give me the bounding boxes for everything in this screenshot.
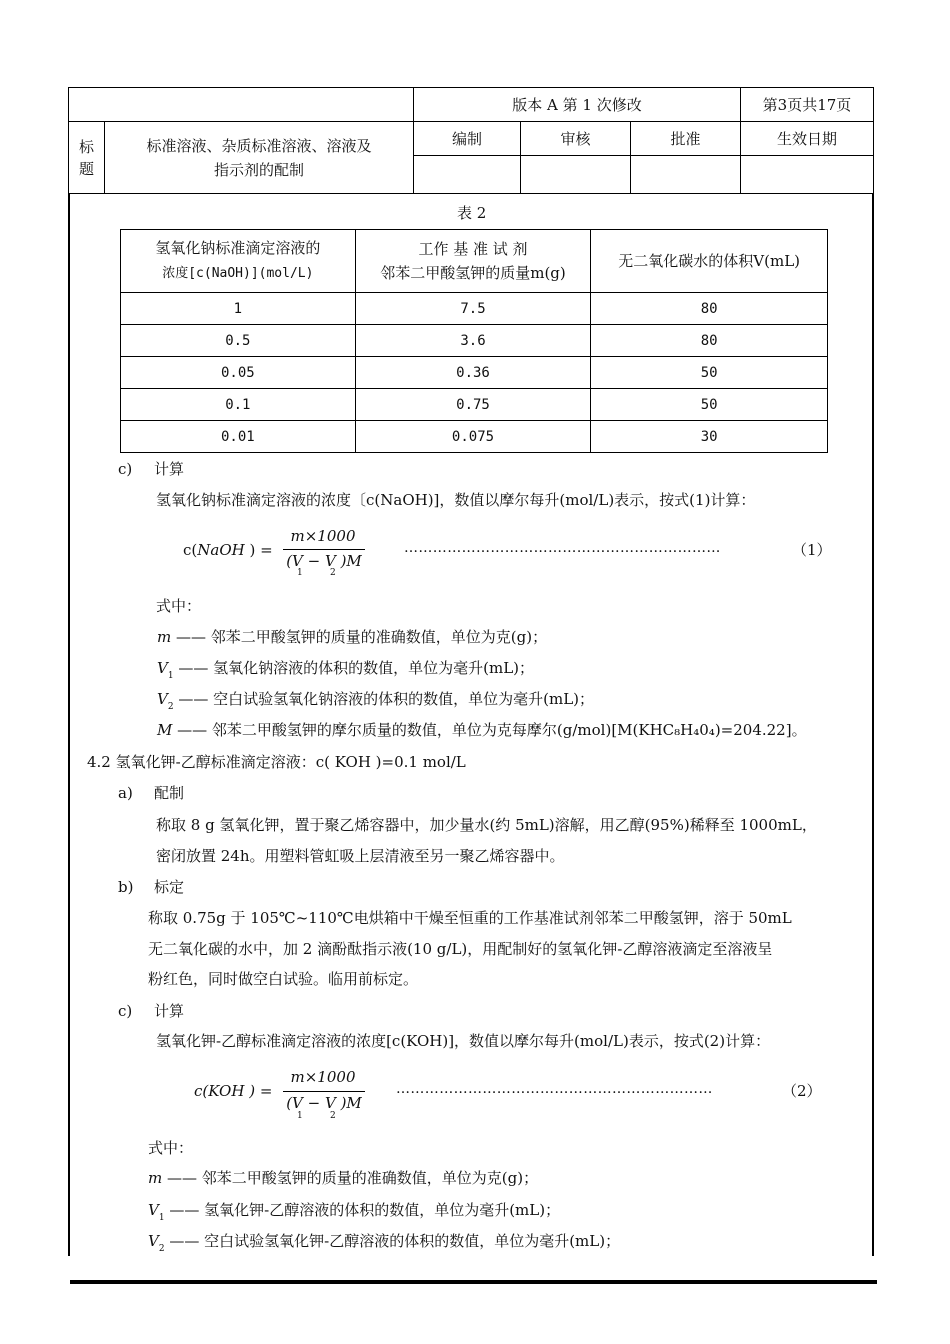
title-label-char: 题 bbox=[78, 160, 94, 178]
document-title-line: 指示剂的配制 bbox=[213, 161, 304, 179]
formula-denominator: (V − V )M bbox=[286, 552, 362, 570]
paragraph: 氢氧化钠标准滴定溶液的浓度〔c(NaOH)]，数值以摩尔每升(mol/L)表示，按式(1)计算： bbox=[156, 491, 756, 509]
header-divider bbox=[413, 155, 874, 156]
item-label: b) bbox=[118, 878, 134, 896]
definition-text: —— 邻苯二甲酸氢钾的摩尔质量的数值，单位为克每摩尔(g/mol)[M(KHC₈H₄0₄)=204.22]。 bbox=[177, 721, 807, 739]
document-title-line: 标准溶液、杂质标准溶液、溶液及 bbox=[146, 137, 372, 155]
formula-numerator: m×1000 bbox=[290, 1068, 356, 1086]
formula-denominator: (V − V )M bbox=[286, 1094, 362, 1112]
header-text: 氢氧化钠标准滴定溶液的 bbox=[155, 239, 321, 257]
document-title bbox=[105, 122, 413, 194]
header-text: 浓度[c(NaOH)](mol/L) bbox=[162, 266, 314, 281]
table-caption: 表 2 bbox=[457, 204, 487, 222]
subscript: 2 bbox=[330, 1111, 336, 1121]
formula-text: ) = bbox=[244, 541, 273, 559]
paragraph: 氢氧化钾-乙醇标准滴定溶液的浓度[c(KOH)]，数值以摩尔每升(mol/L)表示，按式(2)计算： bbox=[156, 1032, 771, 1050]
symbol: V bbox=[157, 690, 168, 708]
page-border-left bbox=[68, 194, 70, 1256]
formula-text: c( bbox=[183, 541, 198, 559]
symbol-subscript: 1 bbox=[167, 671, 174, 681]
header-text: 无二氧化碳水的体积V(mL) bbox=[618, 252, 801, 270]
definition-item bbox=[148, 1231, 620, 1259]
table-cell: 0.1 bbox=[121, 389, 356, 421]
subscript: 1 bbox=[297, 1111, 303, 1121]
item-label: a) bbox=[118, 784, 133, 802]
table-cell: 1 bbox=[121, 293, 356, 325]
table-cell: 0.01 bbox=[121, 421, 356, 453]
definition-text: —— 邻苯二甲酸氢钾的质量的准确数值，单位为克(g)； bbox=[167, 1169, 539, 1187]
paragraph: 密闭放置 24h。用塑料管虹吸上层清液至另一聚乙烯容器中。 bbox=[156, 847, 565, 865]
table-cell: 30 bbox=[591, 421, 828, 453]
table-header-cell bbox=[355, 230, 591, 293]
table-header-cell bbox=[121, 230, 356, 293]
table-2 bbox=[120, 229, 828, 453]
col-prepared: 编制 bbox=[451, 129, 482, 148]
definition-item bbox=[148, 1168, 538, 1188]
footer-rule bbox=[70, 1280, 877, 1284]
table-cell: 0.36 bbox=[355, 357, 591, 389]
fraction-bar bbox=[283, 549, 365, 550]
section-title: 4.2 氢氧化钾-乙醇标准滴定溶液：c( KOH )=0.1 mol/L bbox=[87, 753, 466, 771]
title-label-char: 标 bbox=[78, 138, 94, 156]
title-label bbox=[69, 122, 104, 194]
subscript: 1 bbox=[297, 568, 303, 578]
leader-dots: ………………………………………………………… bbox=[396, 1081, 713, 1097]
item-heading: 计算 bbox=[154, 460, 185, 478]
fraction-bar bbox=[283, 1091, 365, 1092]
symbol-subscript: 2 bbox=[167, 702, 174, 712]
paragraph: 粉红色，同时做空白试验。临用前标定。 bbox=[148, 970, 419, 988]
definition-item bbox=[157, 720, 807, 740]
definition-item bbox=[148, 1200, 560, 1228]
formula-text: NaOH bbox=[197, 541, 245, 559]
col-reviewed: 审核 bbox=[560, 129, 591, 148]
paragraph: 称取 8 g 氢氧化钾，置于聚乙烯容器中，加少量水(约 5mL)溶解，用乙醇(95%)稀释至 1000mL， bbox=[156, 816, 817, 834]
item-heading: 标定 bbox=[154, 878, 185, 896]
version-label: 版本 A 第 1 次修改 bbox=[512, 95, 642, 114]
table-cell: 0.5 bbox=[121, 325, 356, 357]
table-cell: 3.6 bbox=[355, 325, 591, 357]
definition-text: —— 空白试验氢氧化钠溶液的体积的数值，单位为毫升(mL)； bbox=[178, 690, 595, 708]
paragraph: 称取 0.75g 于 105℃~110℃电烘箱中干燥至恒重的工作基准试剂邻苯二甲酸氢钾，溶于 50mL bbox=[148, 909, 792, 927]
table-row bbox=[121, 293, 828, 325]
symbol: m bbox=[157, 628, 172, 646]
symbol: m bbox=[148, 1169, 163, 1187]
symbol: V bbox=[148, 1201, 159, 1219]
definition-text: —— 氢氧化钾-乙醇溶液的体积的数值，单位为毫升(mL)； bbox=[169, 1201, 561, 1219]
definition-text: —— 氢氧化钠溶液的体积的数值，单位为毫升(mL)； bbox=[178, 659, 535, 677]
table-row bbox=[121, 357, 828, 389]
definition-item bbox=[157, 658, 534, 686]
table-cell: 7.5 bbox=[355, 293, 591, 325]
symbol: V bbox=[148, 1232, 159, 1250]
paragraph: 无二氧化碳的水中，加 2 滴酚酞指示液(10 g/L)，用配制好的氢氧化钾-乙醇溶液滴定至溶液呈 bbox=[148, 940, 773, 958]
formula-lhs: c(KOH ) = bbox=[194, 1082, 273, 1100]
symbol-subscript: 1 bbox=[158, 1213, 165, 1223]
definition-text: —— 邻苯二甲酸氢钾的质量的准确数值，单位为克(g)； bbox=[176, 628, 548, 646]
where-label: 式中： bbox=[148, 1139, 194, 1157]
table-cell: 0.075 bbox=[355, 421, 591, 453]
col-approved: 批准 bbox=[670, 129, 701, 148]
table-header-row bbox=[121, 230, 828, 293]
table-cell: 50 bbox=[591, 357, 828, 389]
item-heading: 计算 bbox=[154, 1002, 185, 1020]
table-cell: 80 bbox=[591, 293, 828, 325]
table-row bbox=[121, 389, 828, 421]
where-label: 式中： bbox=[156, 597, 202, 615]
table-cell: 0.75 bbox=[355, 389, 591, 421]
table-cell: 0.05 bbox=[121, 357, 356, 389]
leader-dots: ………………………………………………………… bbox=[404, 540, 721, 556]
subscript: 2 bbox=[330, 568, 336, 578]
item-label: c) bbox=[118, 460, 133, 478]
equation-number: （1） bbox=[792, 541, 832, 559]
table-row bbox=[121, 421, 828, 453]
table-cell: 50 bbox=[591, 389, 828, 421]
table-header-cell bbox=[591, 230, 828, 293]
definition-item bbox=[157, 627, 547, 647]
symbol: M bbox=[157, 721, 173, 739]
col-effective-date: 生效日期 bbox=[776, 129, 837, 148]
symbol-subscript: 2 bbox=[158, 1244, 165, 1254]
table-cell: 80 bbox=[591, 325, 828, 357]
page-number: 第3页共17页 bbox=[762, 95, 852, 114]
definition-item bbox=[157, 689, 594, 717]
symbol: V bbox=[157, 659, 168, 677]
item-heading: 配制 bbox=[154, 784, 185, 802]
item-label: c) bbox=[118, 1002, 133, 1020]
page-border-right bbox=[872, 194, 874, 1256]
header-text: 工作 基 准 试 剂 bbox=[418, 240, 528, 258]
definition-text: —— 空白试验氢氧化钾-乙醇溶液的体积的数值，单位为毫升(mL)； bbox=[169, 1232, 621, 1250]
header-text: 邻苯二甲酸氢钾的质量m(g) bbox=[380, 264, 566, 282]
equation-number: （2） bbox=[782, 1082, 822, 1100]
formula-numerator: m×1000 bbox=[290, 527, 356, 545]
formula-lhs bbox=[183, 540, 273, 560]
table-row bbox=[121, 325, 828, 357]
